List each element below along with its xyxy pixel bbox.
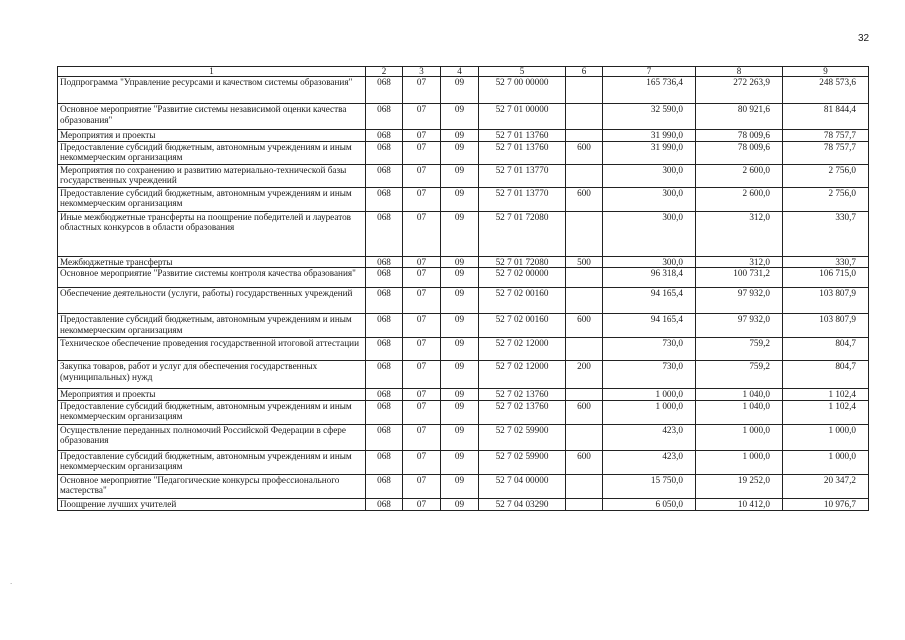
row-amount-year3: 1 000,0 [783, 450, 869, 474]
row-amount-year1: 31 990,0 [603, 130, 696, 142]
row-amount-year2: 1 040,0 [696, 389, 783, 401]
row-code-section: 07 [403, 450, 441, 474]
row-code-expense-type [566, 268, 603, 288]
row-amount-year3: 78 757,7 [783, 130, 869, 142]
row-amount-year2: 1 040,0 [696, 400, 783, 424]
header-cell: 7 [603, 67, 696, 77]
header-row [58, 67, 869, 77]
row-name: Мероприятия по сохранению и развитию материально-технической базы государственных учреждений [58, 164, 366, 187]
row-code-subsection: 09 [441, 424, 479, 450]
margin-scan-mark: · [10, 580, 13, 588]
row-code-section: 07 [403, 211, 441, 256]
row-code-target: 52 7 02 00160 [479, 288, 566, 314]
row-name: Мероприятия и проекты [58, 130, 366, 142]
row-amount-year2: 2 600,0 [696, 187, 783, 211]
row-amount-year2: 1 000,0 [696, 424, 783, 450]
row-code-expense-type [566, 130, 603, 142]
row-amount-year2: 759,2 [696, 338, 783, 361]
row-amount-year1: 730,0 [603, 361, 696, 389]
row-amount-year3: 103 807,9 [783, 288, 869, 314]
row-amount-year1: 423,0 [603, 450, 696, 474]
row-name: Техническое обеспечение проведения государственной итоговой аттестации [58, 338, 366, 361]
row-amount-year3: 804,7 [783, 361, 869, 389]
row-amount-year2: 97 932,0 [696, 314, 783, 338]
row-name: Предоставление субсидий бюджетным, автономным учреждениям и иным некоммерческим организациям [58, 314, 366, 338]
row-code-subsection: 09 [441, 211, 479, 256]
row-code-expense-type: 600 [566, 187, 603, 211]
row-amount-year1: 165 736,4 [603, 77, 696, 104]
table-body [58, 77, 869, 511]
row-code-subsection: 09 [441, 314, 479, 338]
row-code-subsection: 09 [441, 288, 479, 314]
row-code-subsection: 09 [441, 400, 479, 424]
row-code-expense-type: 600 [566, 314, 603, 338]
header-cell: 8 [696, 67, 783, 77]
row-code-subsection: 09 [441, 77, 479, 104]
row-amount-year1: 300,0 [603, 256, 696, 268]
row-code-section: 07 [403, 141, 441, 164]
header-cell: 9 [783, 67, 869, 77]
row-code-subsection: 09 [441, 450, 479, 474]
row-code-section: 07 [403, 256, 441, 268]
row-code-subsection: 09 [441, 141, 479, 164]
row-amount-year1: 31 990,0 [603, 141, 696, 164]
table-row [58, 498, 869, 510]
row-amount-year1: 96 318,4 [603, 268, 696, 288]
table-row [58, 211, 869, 256]
row-code-admin: 068 [366, 400, 403, 424]
row-amount-year2: 78 009,6 [696, 141, 783, 164]
row-amount-year1: 6 050,0 [603, 498, 696, 510]
row-code-target: 52 7 02 12000 [479, 361, 566, 389]
table-row [58, 77, 869, 104]
row-code-subsection: 09 [441, 256, 479, 268]
row-code-expense-type [566, 389, 603, 401]
row-code-admin: 068 [366, 498, 403, 510]
row-code-section: 07 [403, 474, 441, 498]
row-code-target: 52 7 04 03290 [479, 498, 566, 510]
row-amount-year3: 10 976,7 [783, 498, 869, 510]
row-code-target: 52 7 02 12000 [479, 338, 566, 361]
header-cell: 4 [441, 67, 479, 77]
row-code-subsection: 09 [441, 474, 479, 498]
row-amount-year3: 330,7 [783, 211, 869, 256]
row-code-target: 52 7 02 13760 [479, 389, 566, 401]
row-code-expense-type [566, 77, 603, 104]
row-name: Предоставление субсидий бюджетным, автономным учреждениям и иным некоммерческим организациям [58, 141, 366, 164]
row-name: Межбюджетные трансферты [58, 256, 366, 268]
table-row [58, 400, 869, 424]
budget-table [57, 66, 869, 511]
row-code-admin: 068 [366, 288, 403, 314]
row-amount-year2: 97 932,0 [696, 288, 783, 314]
table-row [58, 104, 869, 130]
row-code-target: 52 7 01 13770 [479, 164, 566, 187]
row-code-section: 07 [403, 187, 441, 211]
table-row [58, 474, 869, 498]
row-amount-year3: 330,7 [783, 256, 869, 268]
row-amount-year1: 94 165,4 [603, 314, 696, 338]
row-code-section: 07 [403, 314, 441, 338]
row-code-section: 07 [403, 389, 441, 401]
table-header [58, 67, 869, 77]
table-row [58, 288, 869, 314]
row-code-section: 07 [403, 77, 441, 104]
row-amount-year3: 106 715,0 [783, 268, 869, 288]
row-code-subsection: 09 [441, 104, 479, 130]
row-code-target: 52 7 04 00000 [479, 474, 566, 498]
row-amount-year1: 730,0 [603, 338, 696, 361]
row-code-expense-type [566, 474, 603, 498]
row-amount-year3: 2 756,0 [783, 187, 869, 211]
row-code-expense-type [566, 104, 603, 130]
row-code-section: 07 [403, 361, 441, 389]
row-code-target: 52 7 00 00000 [479, 77, 566, 104]
table-row [58, 389, 869, 401]
row-amount-year3: 1 102,4 [783, 400, 869, 424]
row-amount-year3: 1 102,4 [783, 389, 869, 401]
row-amount-year1: 32 590,0 [603, 104, 696, 130]
row-amount-year1: 1 000,0 [603, 400, 696, 424]
row-code-section: 07 [403, 288, 441, 314]
row-code-admin: 068 [366, 141, 403, 164]
row-code-admin: 068 [366, 104, 403, 130]
row-name: Предоставление субсидий бюджетным, автономным учреждениям и иным некоммерческим организациям [58, 400, 366, 424]
page-number: 32 [858, 33, 870, 44]
table-row [58, 187, 869, 211]
table-row [58, 314, 869, 338]
row-name: Мероприятия и проекты [58, 389, 366, 401]
row-code-target: 52 7 01 72080 [479, 211, 566, 256]
table-row [58, 256, 869, 268]
row-name: Предоставление субсидий бюджетным, автономным учреждениям и иным некоммерческим организациям [58, 187, 366, 211]
row-code-admin: 068 [366, 164, 403, 187]
row-amount-year2: 100 731,2 [696, 268, 783, 288]
row-amount-year1: 15 750,0 [603, 474, 696, 498]
row-code-admin: 068 [366, 268, 403, 288]
row-code-expense-type [566, 164, 603, 187]
table-row [58, 450, 869, 474]
row-amount-year1: 94 165,4 [603, 288, 696, 314]
row-code-target: 52 7 01 13760 [479, 130, 566, 142]
row-name: Закупка товаров, работ и услуг для обеспечения государственных (муниципальных) нужд [58, 361, 366, 389]
row-amount-year3: 20 347,2 [783, 474, 869, 498]
row-code-section: 07 [403, 400, 441, 424]
table-row [58, 268, 869, 288]
row-name: Обеспечение деятельности (услуги, работы) государственных учреждений [58, 288, 366, 314]
row-code-subsection: 09 [441, 338, 479, 361]
row-amount-year2: 312,0 [696, 256, 783, 268]
row-code-target: 52 7 01 13770 [479, 187, 566, 211]
table-row [58, 164, 869, 187]
header-cell: 1 [58, 67, 366, 77]
row-code-subsection: 09 [441, 164, 479, 187]
row-amount-year3: 2 756,0 [783, 164, 869, 187]
row-code-section: 07 [403, 498, 441, 510]
row-name: Осуществление переданных полномочий Российской Федерации в сфере образования [58, 424, 366, 450]
row-name: Основное мероприятие "Развитие системы контроля качества образования" [58, 268, 366, 288]
row-code-admin: 068 [366, 211, 403, 256]
row-amount-year2: 78 009,6 [696, 130, 783, 142]
row-code-section: 07 [403, 424, 441, 450]
row-code-target: 52 7 02 00160 [479, 314, 566, 338]
row-amount-year3: 78 757,7 [783, 141, 869, 164]
row-code-admin: 068 [366, 130, 403, 142]
row-code-target: 52 7 02 13760 [479, 400, 566, 424]
row-code-admin: 068 [366, 450, 403, 474]
row-code-section: 07 [403, 104, 441, 130]
row-code-subsection: 09 [441, 187, 479, 211]
row-name: Основное мероприятие "Педагогические конкурсы профессионального мастерства" [58, 474, 366, 498]
row-amount-year1: 300,0 [603, 211, 696, 256]
row-code-target: 52 7 02 59900 [479, 424, 566, 450]
row-code-admin: 068 [366, 389, 403, 401]
row-code-expense-type [566, 338, 603, 361]
table-row [58, 361, 869, 389]
row-amount-year1: 300,0 [603, 187, 696, 211]
row-amount-year2: 2 600,0 [696, 164, 783, 187]
row-amount-year2: 272 263,9 [696, 77, 783, 104]
row-code-expense-type [566, 498, 603, 510]
row-name: Основное мероприятие "Развитие системы независимой оценки качества образования" [58, 104, 366, 130]
header-cell: 3 [403, 67, 441, 77]
row-code-expense-type: 200 [566, 361, 603, 389]
row-amount-year2: 80 921,6 [696, 104, 783, 130]
row-code-target: 52 7 01 13760 [479, 141, 566, 164]
row-code-section: 07 [403, 338, 441, 361]
row-name: Предоставление субсидий бюджетным, автономным учреждениям и иным некоммерческим организациям [58, 450, 366, 474]
row-code-subsection: 09 [441, 498, 479, 510]
row-code-admin: 068 [366, 474, 403, 498]
row-amount-year3: 1 000,0 [783, 424, 869, 450]
table-row [58, 130, 869, 142]
row-code-admin: 068 [366, 361, 403, 389]
header-cell: 6 [566, 67, 603, 77]
row-amount-year2: 19 252,0 [696, 474, 783, 498]
row-code-target: 52 7 02 00000 [479, 268, 566, 288]
row-amount-year3: 103 807,9 [783, 314, 869, 338]
row-code-target: 52 7 02 59900 [479, 450, 566, 474]
table-row [58, 338, 869, 361]
row-name: Поощрение лучших учителей [58, 498, 366, 510]
row-name: Подпрограмма "Управление ресурсами и качеством системы образования" [58, 77, 366, 104]
row-code-admin: 068 [366, 256, 403, 268]
row-amount-year3: 804,7 [783, 338, 869, 361]
row-code-expense-type [566, 288, 603, 314]
row-code-section: 07 [403, 268, 441, 288]
row-amount-year2: 312,0 [696, 211, 783, 256]
row-code-target: 52 7 01 00000 [479, 104, 566, 130]
row-code-subsection: 09 [441, 361, 479, 389]
row-code-expense-type: 600 [566, 450, 603, 474]
row-amount-year3: 81 844,4 [783, 104, 869, 130]
table-row [58, 424, 869, 450]
row-amount-year2: 759,2 [696, 361, 783, 389]
row-code-expense-type [566, 424, 603, 450]
row-code-admin: 068 [366, 77, 403, 104]
row-code-expense-type: 600 [566, 141, 603, 164]
row-amount-year1: 423,0 [603, 424, 696, 450]
row-amount-year1: 300,0 [603, 164, 696, 187]
row-code-expense-type: 600 [566, 400, 603, 424]
table-row [58, 141, 869, 164]
row-code-admin: 068 [366, 338, 403, 361]
row-code-admin: 068 [366, 187, 403, 211]
header-cell: 2 [366, 67, 403, 77]
row-amount-year1: 1 000,0 [603, 389, 696, 401]
header-cell: 5 [479, 67, 566, 77]
row-code-section: 07 [403, 164, 441, 187]
row-code-target: 52 7 01 72080 [479, 256, 566, 268]
row-code-subsection: 09 [441, 130, 479, 142]
row-code-subsection: 09 [441, 268, 479, 288]
row-amount-year3: 248 573,6 [783, 77, 869, 104]
row-code-expense-type: 500 [566, 256, 603, 268]
row-name: Иные межбюджетные трансферты на поощрение победителей и лауреатов областных конкурсов в области образования [58, 211, 366, 256]
row-code-section: 07 [403, 130, 441, 142]
row-code-subsection: 09 [441, 389, 479, 401]
row-amount-year2: 10 412,0 [696, 498, 783, 510]
row-code-admin: 068 [366, 314, 403, 338]
row-code-expense-type [566, 211, 603, 256]
row-amount-year2: 1 000,0 [696, 450, 783, 474]
row-code-admin: 068 [366, 424, 403, 450]
